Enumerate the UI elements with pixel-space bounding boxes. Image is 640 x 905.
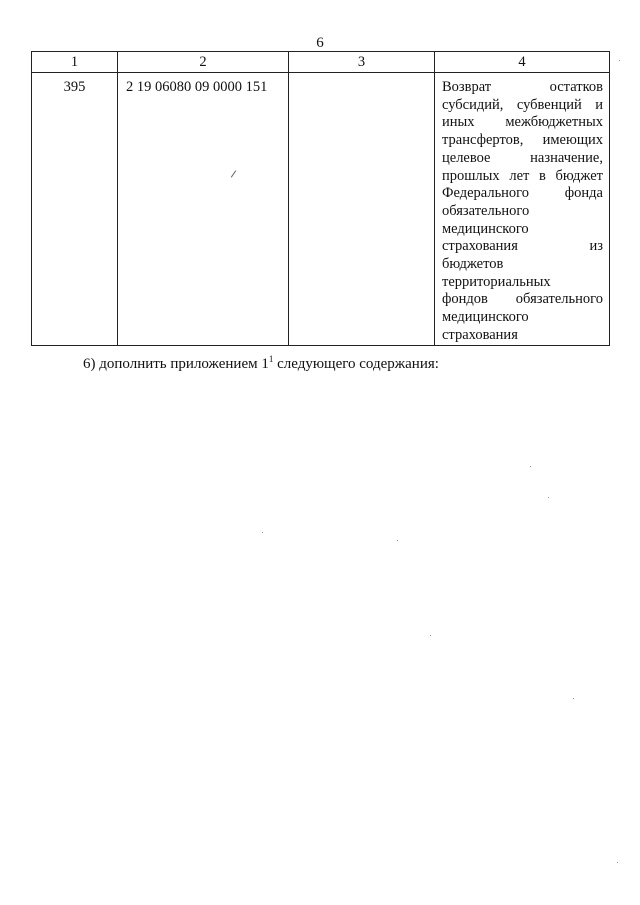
scan-speck [619, 60, 620, 61]
description-cell [435, 73, 610, 346]
description-line: прошлых лет в бюджет [442, 167, 603, 184]
description-line: страхования из [442, 238, 603, 255]
description-line: медицинского [442, 220, 529, 237]
description-line: фондов обязательного [442, 291, 603, 308]
amendment-paragraph [83, 354, 439, 373]
header-cell-1: 1 [32, 52, 118, 73]
description-line: трансфертов, имеющих [442, 132, 603, 149]
scan-speck [530, 466, 531, 467]
description-line: субсидий, субвенций и [442, 96, 603, 113]
admin-code-cell: 395 [32, 73, 118, 346]
scan-speck [262, 532, 263, 533]
description-line: обязательного [442, 202, 530, 219]
header-cell-3: 3 [289, 52, 435, 73]
scan-speck [548, 497, 549, 498]
scan-speck [617, 862, 618, 863]
header-cell-4: 4 [435, 52, 610, 73]
paragraph-text-start: 6) дополнить приложением 1 [83, 356, 269, 372]
description-line: территориальных [442, 273, 551, 290]
budget-code-cell: 2 19 06080 09 0000 151 [118, 73, 289, 346]
header-cell-2: 2 [118, 52, 289, 73]
scan-speck [573, 698, 574, 699]
scan-speck [430, 635, 431, 636]
page-number: 6 [316, 35, 324, 51]
table-row [32, 73, 610, 346]
scan-speck [397, 540, 398, 541]
description-line: целевое назначение, [442, 149, 603, 166]
table-header-row [32, 52, 610, 73]
description-line: бюджетов [442, 256, 504, 273]
description-line: Федерального фонда [442, 185, 603, 202]
description-line: медицинского [442, 309, 529, 326]
description-line: Возврат остатков [442, 79, 603, 95]
empty-cell [289, 73, 435, 346]
description-line: страхования [442, 326, 518, 343]
budget-code-table [31, 51, 610, 346]
description-line: иных межбюджетных [442, 114, 603, 131]
paragraph-text-end: следующего содержания: [273, 356, 439, 372]
paragraph-superscript: 1 [268, 354, 274, 364]
